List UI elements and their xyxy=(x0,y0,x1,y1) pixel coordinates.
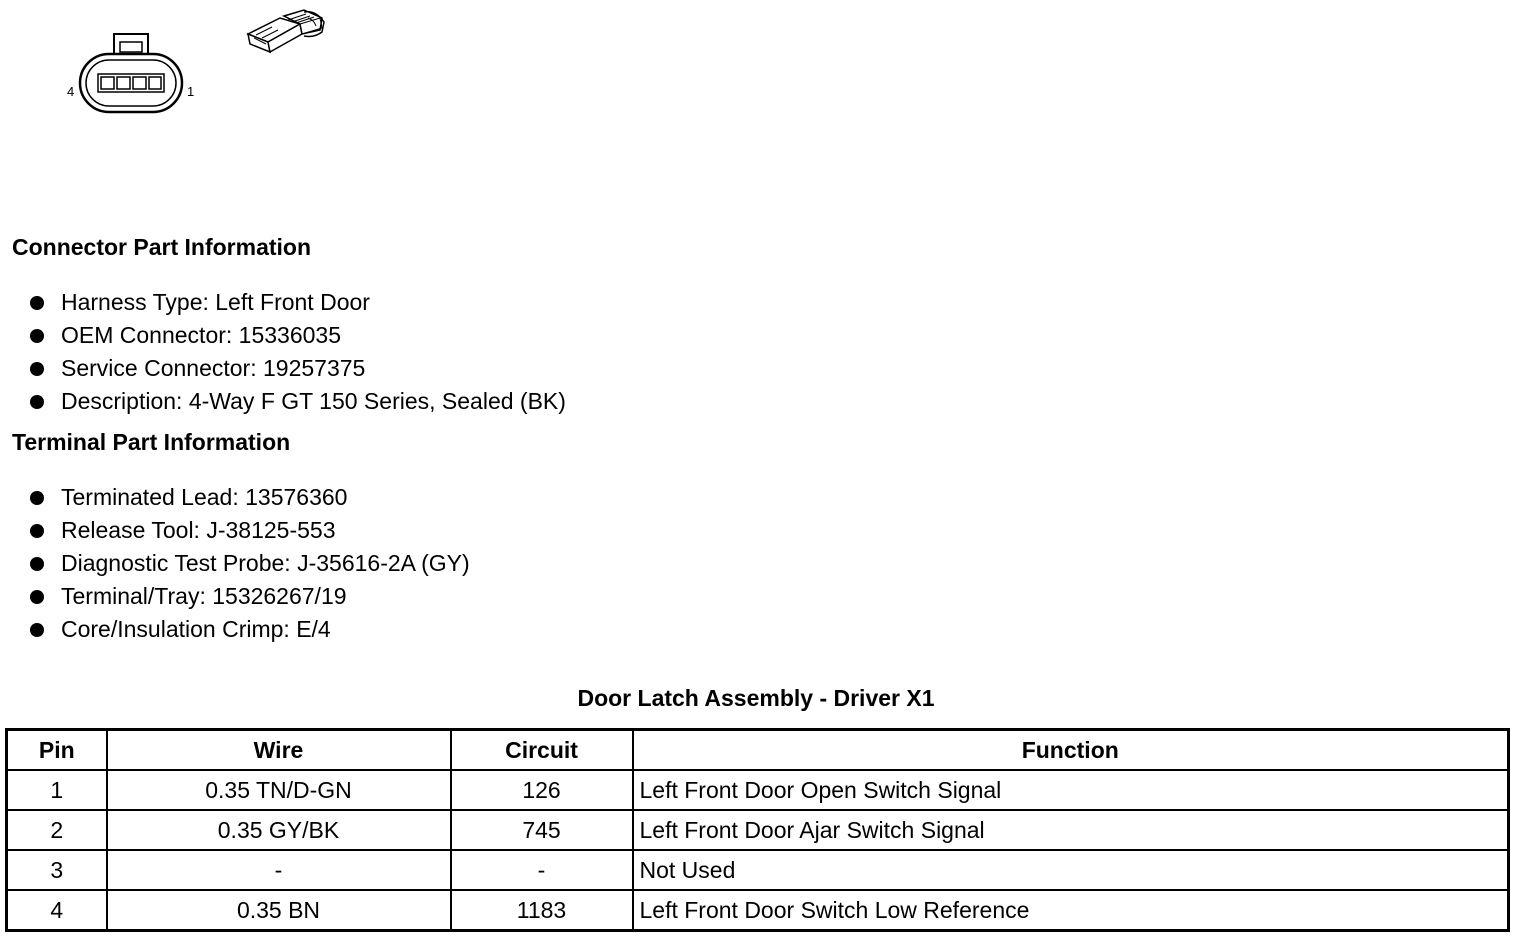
connector-part-item: Harness Type: Left Front Door xyxy=(61,289,370,315)
cell-pin: 3 xyxy=(7,850,107,890)
table-row xyxy=(7,810,1509,850)
list-item xyxy=(26,613,470,646)
bullet-icon xyxy=(30,362,44,376)
terminal-part-list xyxy=(26,481,470,646)
list-item xyxy=(26,547,470,580)
list-item xyxy=(26,352,566,385)
table-row xyxy=(7,850,1509,890)
header-pin: Pin xyxy=(7,730,107,771)
list-item xyxy=(26,580,470,613)
terminal-part-heading: Terminal Part Information xyxy=(12,429,291,455)
connector-face-diagram xyxy=(60,28,210,118)
bullet-icon xyxy=(30,623,44,637)
terminal-part-item: Release Tool: J-38125-553 xyxy=(61,517,336,543)
cell-function: Left Front Door Switch Low Reference xyxy=(633,890,1509,931)
bullet-icon xyxy=(30,296,44,310)
cell-pin: 2 xyxy=(7,810,107,850)
terminal-part-item: Core/Insulation Crimp: E/4 xyxy=(61,616,331,642)
cell-circuit: 126 xyxy=(451,770,633,810)
pin-label-left: 4 xyxy=(67,84,75,99)
bullet-icon xyxy=(30,590,44,604)
header-wire: Wire xyxy=(107,730,451,771)
bullet-icon xyxy=(30,329,44,343)
table-row xyxy=(7,770,1509,810)
bullet-icon xyxy=(30,557,44,571)
pin-table-title: Door Latch Assembly - Driver X1 xyxy=(577,685,935,711)
bullet-icon xyxy=(30,395,44,409)
cell-wire: 0.35 TN/D-GN xyxy=(107,770,451,810)
cell-circuit: - xyxy=(451,850,633,890)
cell-function: Not Used xyxy=(633,850,1509,890)
bullet-icon xyxy=(30,524,44,538)
connector-part-item: OEM Connector: 15336035 xyxy=(61,322,342,348)
cell-function: Left Front Door Ajar Switch Signal xyxy=(633,810,1509,850)
list-item xyxy=(26,319,566,352)
cell-pin: 1 xyxy=(7,770,107,810)
pin-table xyxy=(5,728,1510,932)
cell-circuit: 1183 xyxy=(451,890,633,931)
pin-label-right: 1 xyxy=(187,84,195,99)
cell-wire: 0.35 GY/BK xyxy=(107,810,451,850)
connector-part-item: Service Connector: 19257375 xyxy=(61,355,366,381)
connector-part-list xyxy=(26,286,566,418)
table-row xyxy=(7,890,1509,931)
terminal-part-item: Diagnostic Test Probe: J-35616-2A (GY) xyxy=(61,550,470,576)
connector-part-item: Description: 4-Way F GT 150 Series, Sealed (BK) xyxy=(61,388,566,414)
list-item xyxy=(26,514,470,547)
connector-3d-illustration xyxy=(244,8,328,58)
list-item xyxy=(26,286,566,319)
cell-pin: 4 xyxy=(7,890,107,931)
connector-part-heading: Connector Part Information xyxy=(12,234,312,260)
cell-wire: - xyxy=(107,850,451,890)
terminal-part-item: Terminal/Tray: 15326267/19 xyxy=(61,583,347,609)
list-item xyxy=(26,481,470,514)
bullet-icon xyxy=(30,491,44,505)
header-function: Function xyxy=(633,730,1509,771)
table-header-row xyxy=(7,730,1509,771)
list-item xyxy=(26,385,566,418)
terminal-part-item: Terminated Lead: 13576360 xyxy=(61,484,348,510)
cell-function: Left Front Door Open Switch Signal xyxy=(633,770,1509,810)
cell-wire: 0.35 BN xyxy=(107,890,451,931)
cell-circuit: 745 xyxy=(451,810,633,850)
header-circuit: Circuit xyxy=(451,730,633,771)
